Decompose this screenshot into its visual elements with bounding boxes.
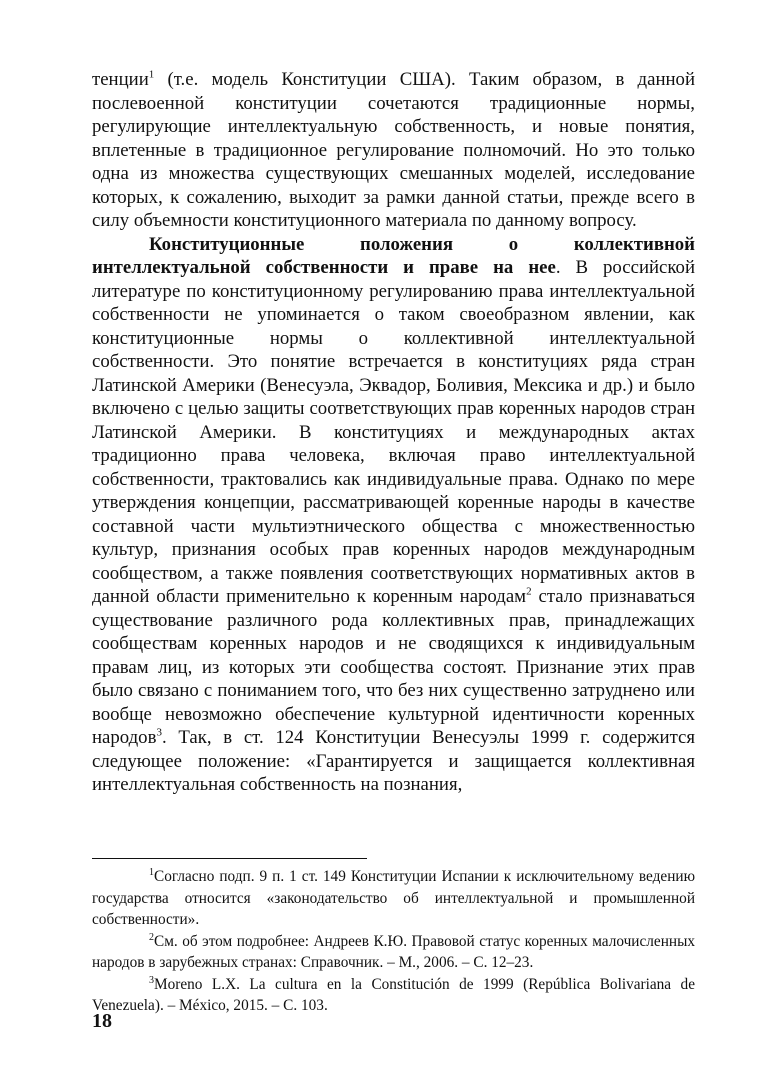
footnote-ref-2: 2 <box>526 585 532 598</box>
page-number: 18 <box>92 1010 112 1032</box>
footnotes <box>92 866 695 1017</box>
main-text <box>92 68 695 797</box>
paragraph-2-text-c: . Так, в ст. 124 Конституции Венесуэлы 1999 г. содержится следующее положение: «Гарантируется и защищается коллективная интеллектуальная собственность на познания, <box>92 727 695 795</box>
footnote-2-text: См. об этом подробнее: Андреев К.Ю. Правовой статус коренных малочисленных народов в зарубежных странах: Справочник. – М., 2006. – С. 12–23. <box>92 932 695 971</box>
footnote-2-mark: 2 <box>149 931 154 943</box>
paragraph-1 <box>92 68 695 233</box>
footnote-1-mark: 1 <box>149 866 154 878</box>
footnote-divider <box>92 858 367 859</box>
footnote-1-text: Согласно подп. 9 п. 1 ст. 149 Конституции Испании к исключительному ведению государства относится «законодательство об интеллектуальной и промышленной собственности». <box>92 868 695 928</box>
paragraph-2-text-b: стало признаваться существование различного рода коллективных прав, принадлежащих сообществам коренных народов и не сводящихся к индивидуальным правам лиц, из которых эти сообщества состоят. Признание этих прав было связано с пониманием того, что без них существенно затруднено или вообще невозможно обеспечение культурной идентичности коренных народов <box>92 586 695 748</box>
paragraph-1-text-b: (т.е. модель Конституции США). Таким образом, в данной послевоенной конституции сочетаются традиционные нормы, регулирующие интеллектуальную собственность, и новые понятия, вплетенные в традиционное регулирование полномочий. Но это только одна из множества существующих смешанных моделей, исследование которых, к сожалению, выходит за рамки данной статьи, прежде всего в силу объемности конституционного материала по данному вопросу. <box>92 69 695 231</box>
footnote-2 <box>92 931 695 974</box>
footnote-3-mark: 3 <box>149 974 154 986</box>
paragraph-1-text-a: тенции <box>92 69 149 90</box>
footnote-ref-3: 3 <box>156 726 162 739</box>
footnote-3-text: Moreno L.X. La cultura en la Constitución de 1999 (República Bolivariana de Venezuela). – México, 2015. – С. 103. <box>92 975 695 1014</box>
footnote-3 <box>92 974 695 1017</box>
section-heading: Конституционные положения о коллективной интеллектуальной собственности и праве на нее <box>92 233 695 278</box>
footnote-1 <box>92 866 695 931</box>
paragraph-2 <box>92 233 695 797</box>
paragraph-2-text-a: . В российской литературе по конституционному регулированию права интеллектуальной собственности не упоминается о таком своеобразном явлении, как конституционные нормы о коллективной интеллектуальной собственности. Это понятие встречается в конституциях ряда стран Латинской Америки (Венесуэла, Эквадор, Боливия, Мексика и др.) и было включено с целью защиты соответствующих прав коренных народов стран Латинской Америки. В конституциях и международных актах традиционно права человека, включая право интеллектуальной собственности, трактовались как индивидуальные права. Однако по мере утверждения концепции, рассматривающей коренные народы в качестве составной части мультиэтнического общества с множественностью культур, признания особых прав коренных народов международным сообществом, а также появления соответствующих нормативных актов в данной области применительно к коренным народам <box>92 257 695 607</box>
footnote-ref-1: 1 <box>148 68 155 81</box>
